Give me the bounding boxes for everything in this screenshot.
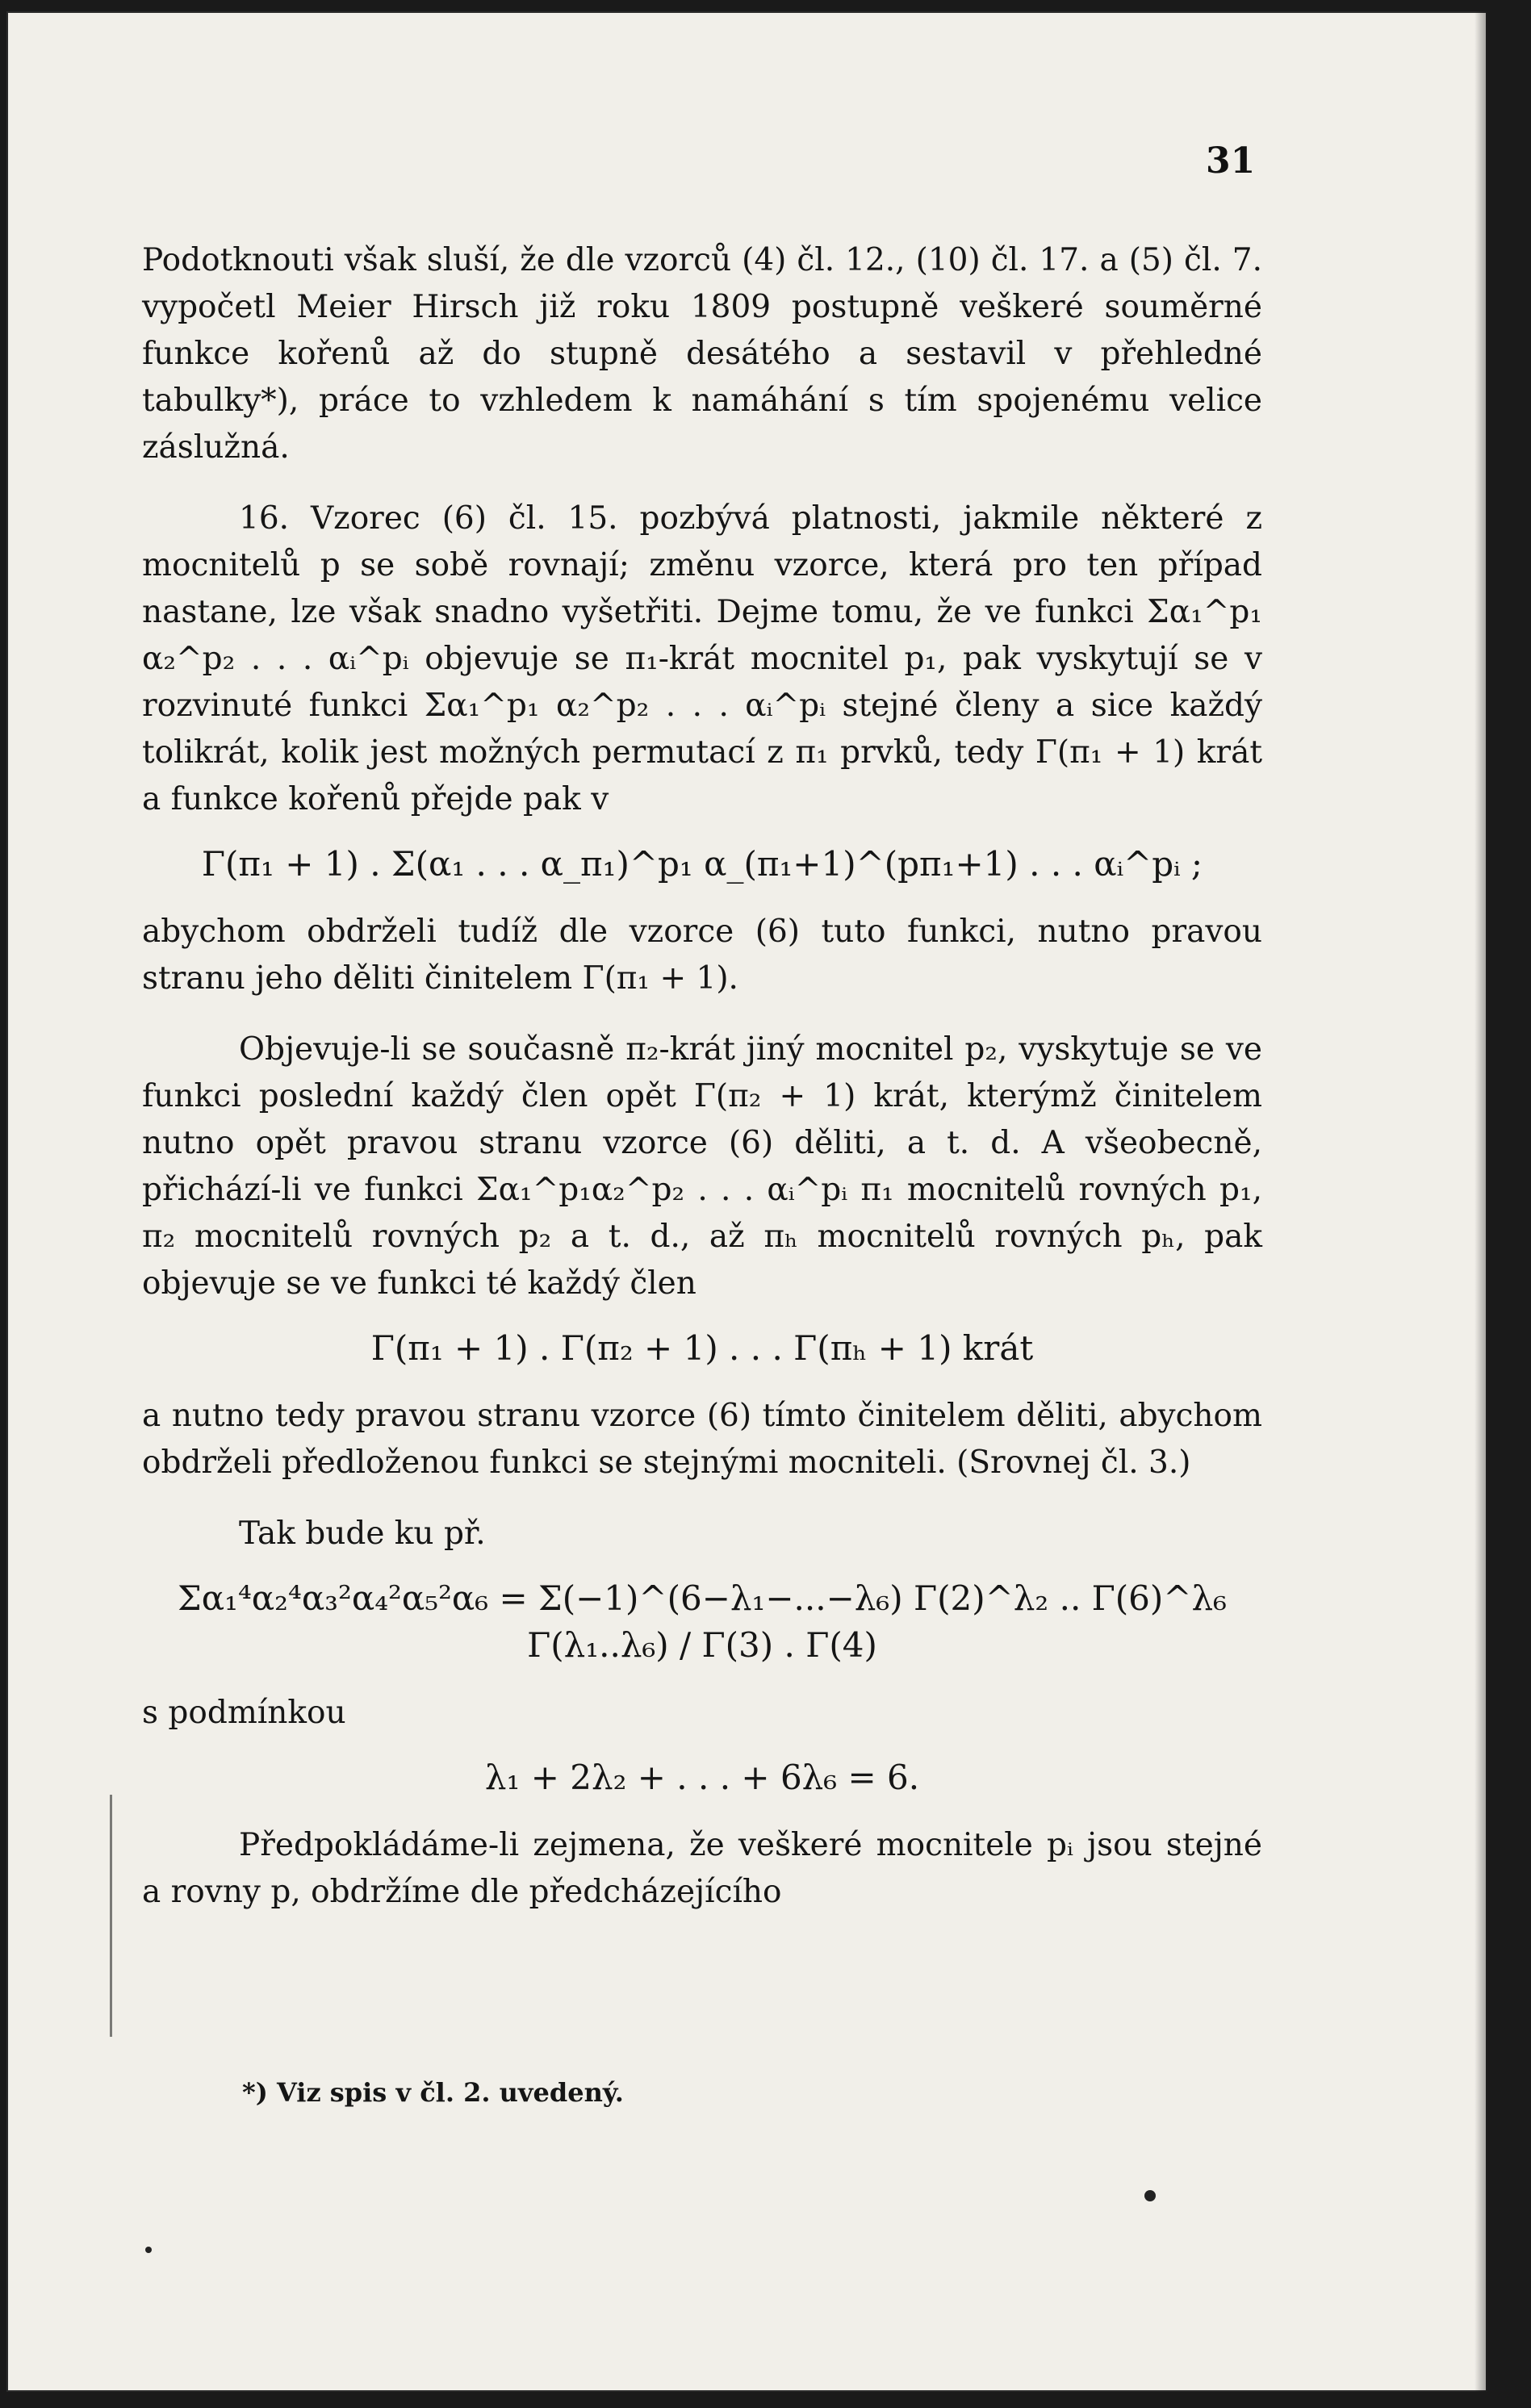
formula-1: Γ(π₁ + 1) . Σ(α₁ . . . α_π₁)^p₁ α_(π₁+1)^(pπ₁+1) . . . αᵢ^pᵢ ;	[201, 844, 1203, 884]
page-edge-shadow	[1475, 11, 1487, 2392]
book-page	[6, 11, 1487, 2392]
paragraph-7: s podmínkou	[142, 1695, 346, 1731]
formula-3: Σα₁⁴α₂⁴α₃²α₄²α₅²α₆ = Σ(−1)^(6−λ₁−...−λ₆) Γ(2)^λ₂ .. Γ(6)^λ₆ Γ(λ₁..λ₆) / Γ(3) . Γ(4)	[178, 1578, 1227, 1665]
paragraph-4: Objevuje-li se současně π₂-krát jiný mocnitel p₂, vyskytuje se ve funkci poslední každý člen opět Γ(π₂ + 1) krát, kterýmž činitelem nutno opět pravou stranu vzorce (6) děliti, a t. d. A všeobecně, přichází-li ve funkci Σα₁^p₁α₂^p₂ . . . αᵢ^pᵢ π₁ mocnitelů rovných p₁, π₂ mocnitelů rovných p₂ a t. d., až πₕ mocnitelů rovných pₕ, pak objevuje se ve funkci té každý člen	[142, 1031, 1262, 1302]
formula-2: Γ(π₁ + 1) . Γ(π₂ + 1) . . . Γ(πₕ + 1) krát	[370, 1328, 1034, 1368]
ink-speck	[1144, 2190, 1156, 2201]
paragraph-5: a nutno tedy pravou stranu vzorce (6) tímto činitelem děliti, abychom obdrželi předloženou funkci se stejnými mocniteli. (Srovnej čl. 3.)	[142, 1398, 1262, 1481]
paragraph-8: Předpokládáme-li zejmena, že veškeré mocnitele pᵢ jsou stejné a rovny p, obdržíme dle předcházejícího	[142, 1827, 1262, 1910]
paragraph-6: Tak bude ku př.	[239, 1515, 486, 1552]
formula-4: λ₁ + 2λ₂ + . . . + 6λ₆ = 6.	[484, 1758, 920, 1797]
ink-speck	[145, 2247, 152, 2253]
main-text	[142, 237, 1262, 1916]
paragraph-2-section-16: 16. Vzorec (6) čl. 15. pozbývá platnosti, jakmile některé z mocnitelů p se sobě rovnají; změnu vzorce, která pro ten případ nastane, lze však snadno vyšetřiti. Dejme tomu, že ve funkci Σα₁^p₁ α₂^p₂ . . . αᵢ^pᵢ objevuje se π₁-krát mocnitel p₁, pak vyskytují se v rozvinuté funkci Σα₁^p₁ α₂^p₂ . . . αᵢ^pᵢ stejné členy a sice každý tolikrát, kolik jest možných permutací z π₁ prvků, tedy Γ(π₁ + 1) krát a funkce kořenů přejde pak v	[142, 500, 1263, 817]
scan-artifact-line	[110, 1795, 112, 2037]
paragraph-3: abychom obdrželi tudíž dle vzorce (6) tuto funkci, nutno pravou stranu jeho děliti činitelem Γ(π₁ + 1).	[142, 913, 1262, 997]
paragraph-1: Podotknouti však sluší, že dle vzorců (4) čl. 12., (10) čl. 17. a (5) čl. 7. vypočetl Meier Hirsch již roku 1809 postupně veškeré souměrné funkce kořenů až do stupně desátého a sestavil v přehledné tabulky*), práce to vzhledem k namáhání s tím spojenému velice záslužná.	[142, 242, 1262, 466]
page-number: 31	[1206, 140, 1256, 182]
footnote: *) Viz spis v čl. 2. uvedený.	[242, 2077, 624, 2108]
